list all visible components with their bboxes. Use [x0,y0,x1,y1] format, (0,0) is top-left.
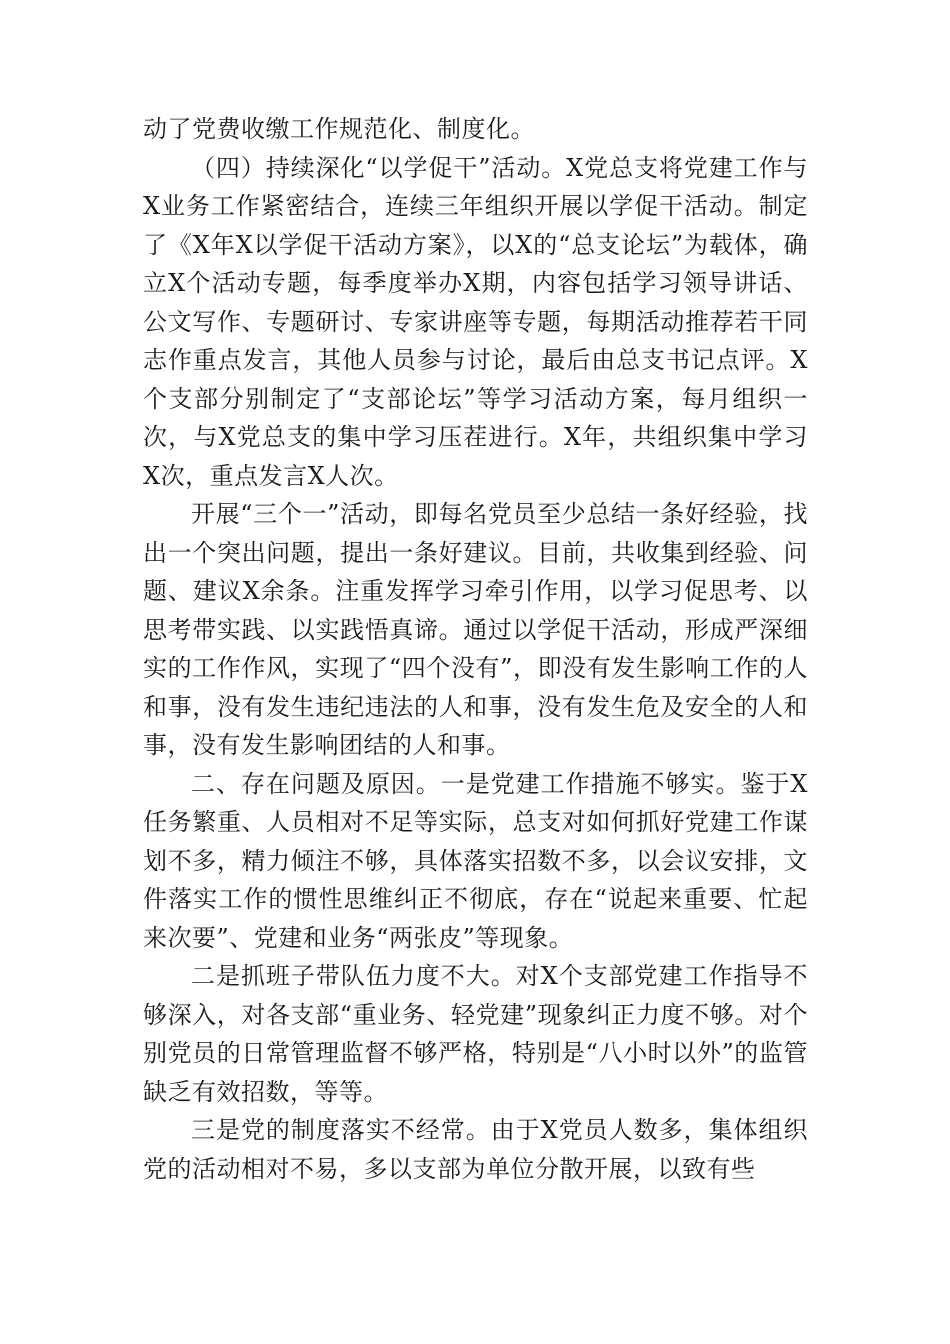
paragraph-continuation: 动了党费收缴工作规范化、制度化。 [143,115,535,143]
paragraph-study-activity: （四）持续深化“以学促干”活动。X党总支将党建工作与X业务工作紧密结合，连续三年组织开展以学促干活动。制定了《X年X以学促干活动方案》，以X的“总支论坛”为载体，确立X个活动专题，每季度举办X期，内容包括学习领导讲话、公文写作、专题研讨、专家讲座等专题，每期活动推荐若干同志作重点发言，其他人员参与讨论，最后由总支书记点评。X个支部分别制定了“支部论坛”等学习活动方案，每月组织一次，与X党总支的集中学习压茬进行。X年，共组织集中学习X次，重点发言X人次。 [143,153,808,490]
paragraph-problems-three: 三是党的制度落实不经常。由于X党员人数多，集体组织党的活动相对不易，多以支部为单位分散开展，以致有些 [143,1116,808,1183]
paragraph-problems-one: 二、存在问题及原因。一是党建工作措施不够实。鉴于X任务繁重、人员相对不足等实际，总支对如何抓好党建工作谋划不多，精力倾注不够，具体落实招数不多，以会议安排，文件落实工作的惯性思维纠正不彻底，存在“说起来重要、忙起来次要”、党建和业务“两张皮”等现象。 [143,769,808,952]
paragraph-three-ones: 开展“三个一”活动，即每名党员至少总结一条好经验，找出一个突出问题，提出一条好建议。目前，共收集到经验、问题、建议X余条。注重发挥学习牵引作用，以学习促思考、以思考带实践、以实践悟真谛。通过以学促干活动，形成严深细实的工作作风，实现了“四个没有”，即没有发生影响工作的人和事，没有发生违纪违法的人和事，没有发生危及安全的人和事，没有发生影响团结的人和事。 [143,500,808,759]
paragraph-problems-two: 二是抓班子带队伍力度不大。对X个支部党建工作指导不够深入，对各支部“重业务、轻党建”现象纠正力度不够。对个别党员的日常管理监督不够严格，特别是“八小时以外”的监管缺乏有效招数，等等。 [143,962,808,1106]
document-body [143,110,808,1188]
